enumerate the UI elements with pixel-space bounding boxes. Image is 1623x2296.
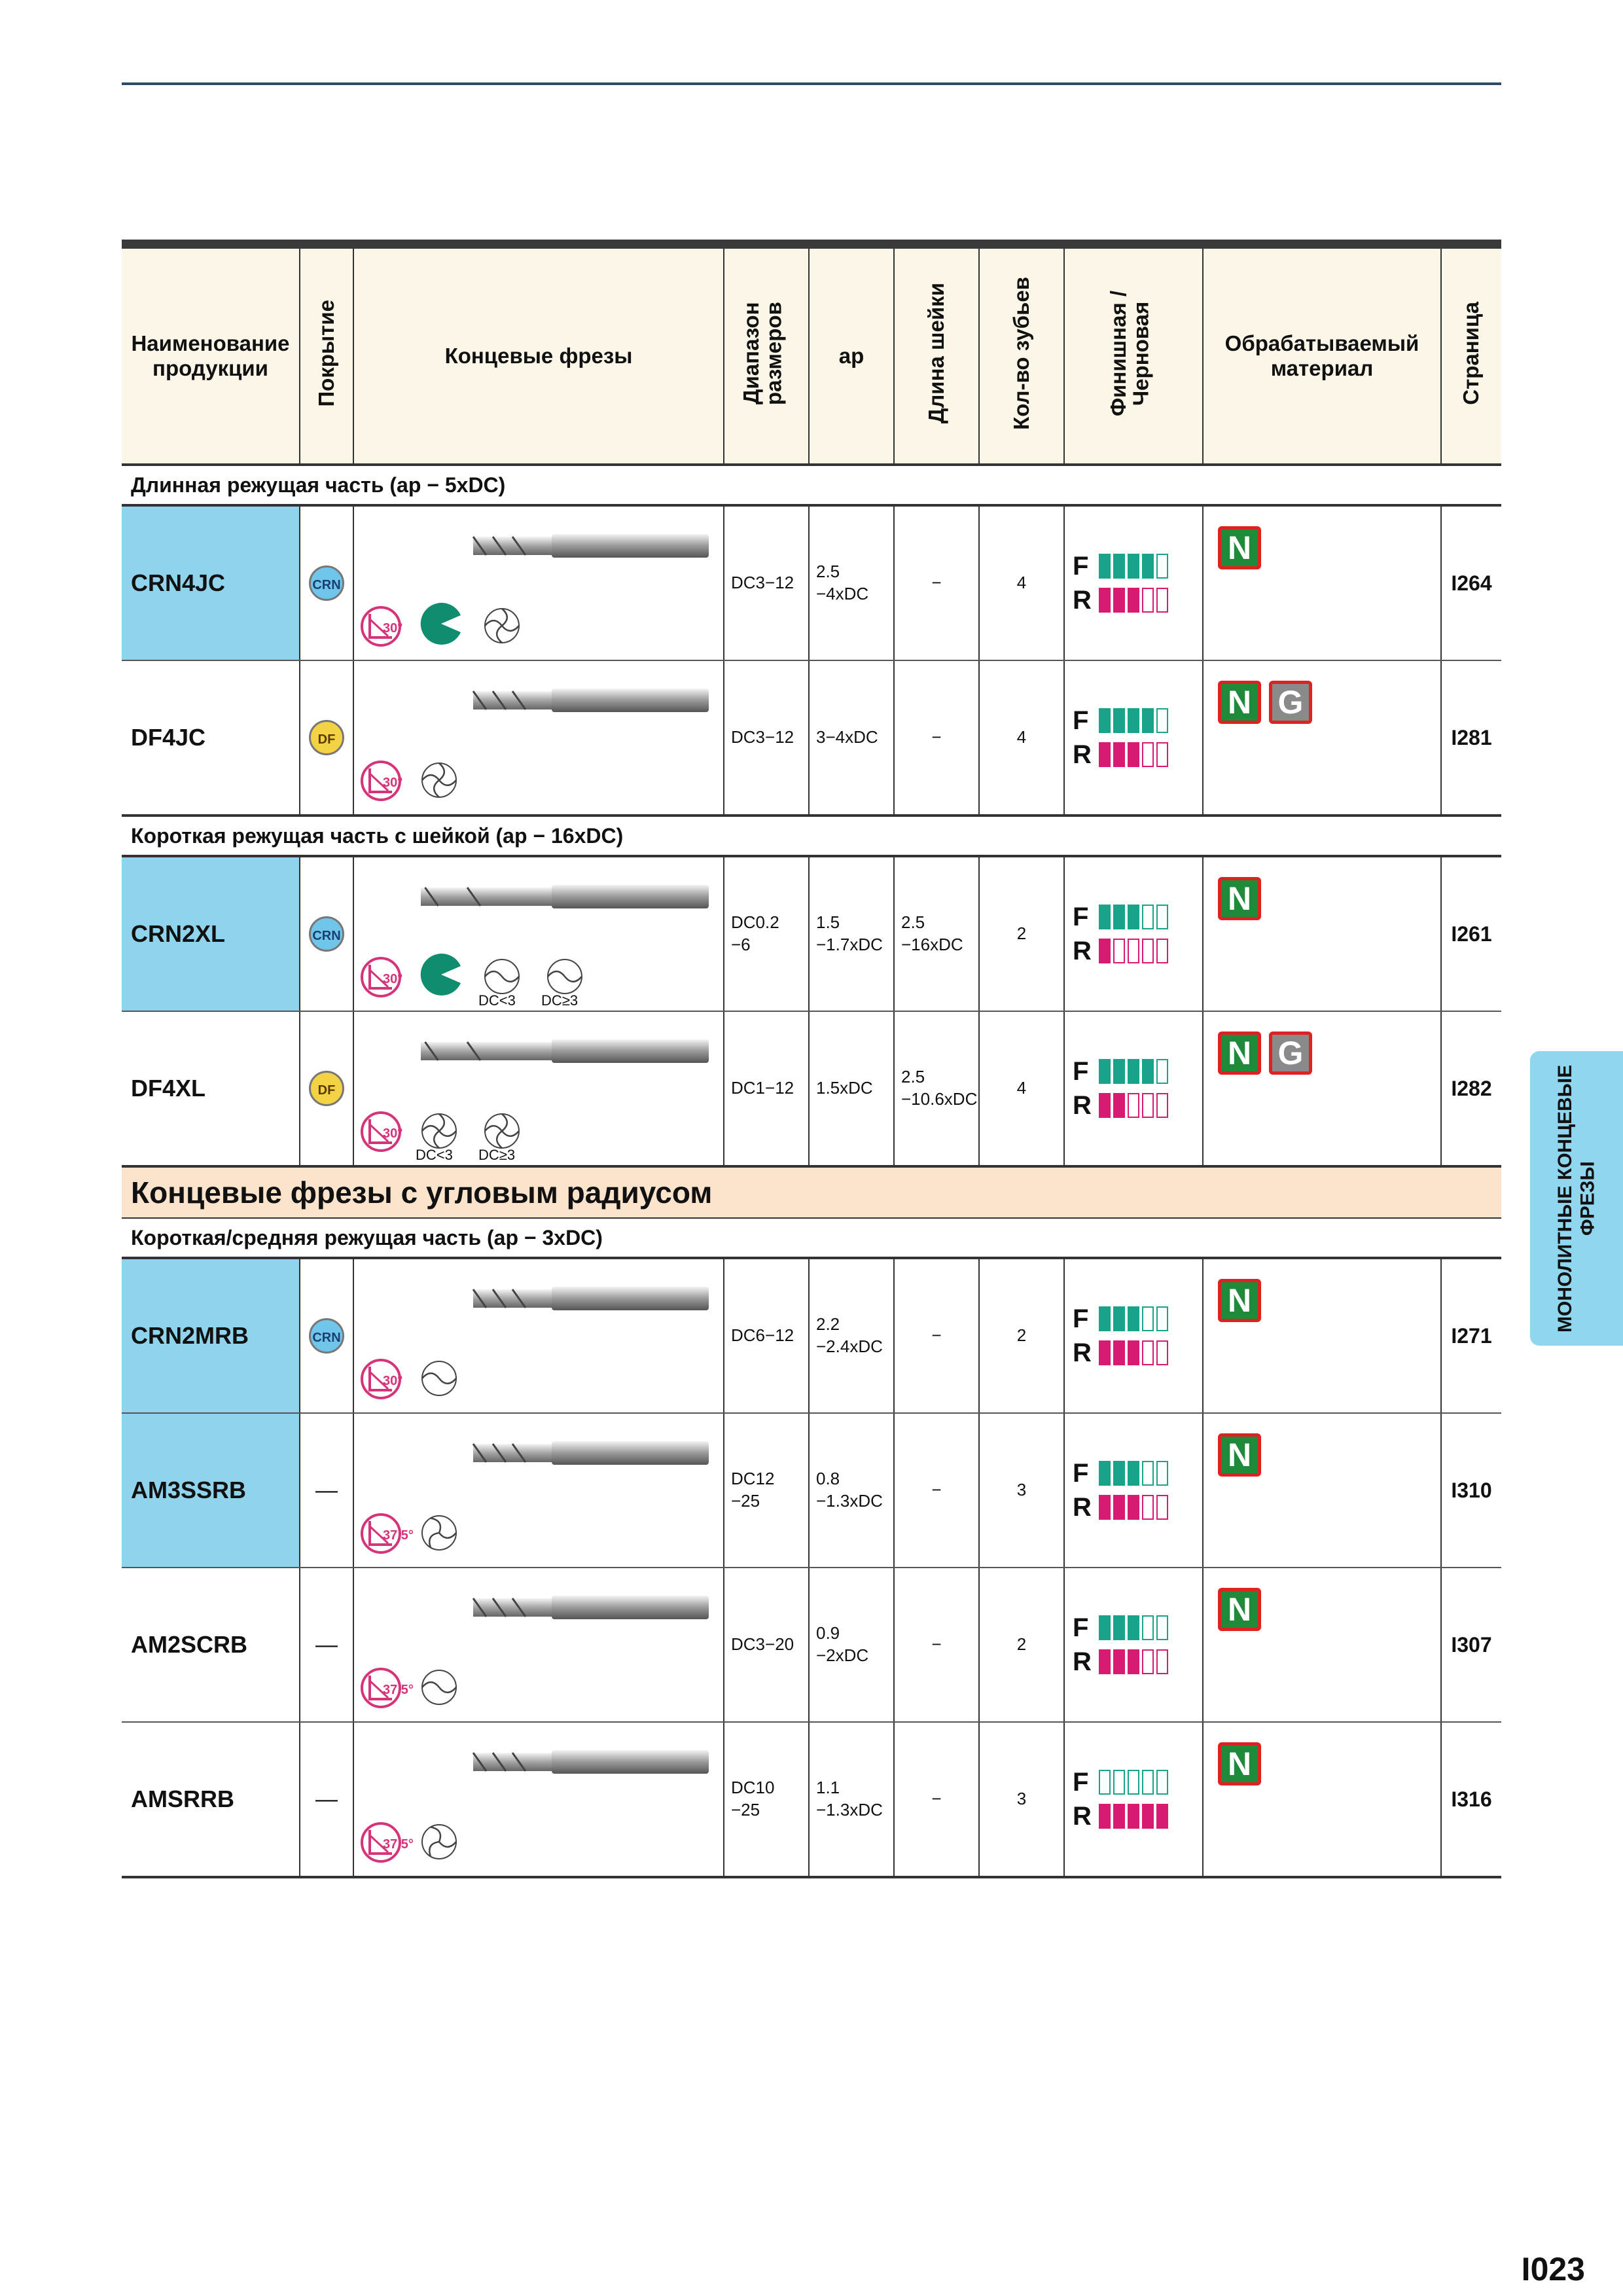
neck-length: −	[894, 1258, 979, 1413]
neck-length: −	[894, 505, 979, 660]
level-square	[1156, 588, 1168, 613]
material-cell	[1203, 1413, 1441, 1568]
header-teeth: Кол-во зубьев	[979, 249, 1064, 465]
coating-crn-badge: CRN	[309, 1318, 344, 1354]
level-square	[1113, 588, 1125, 613]
section-short-neck	[122, 816, 1501, 856]
level-square	[1142, 742, 1154, 767]
level-square	[1128, 905, 1139, 929]
helix-angle-label: 30°	[383, 1126, 403, 1141]
material-n-icon: N	[1218, 1433, 1261, 1477]
coating-cell	[300, 1413, 353, 1568]
level-square	[1128, 708, 1139, 733]
level-square	[1099, 742, 1111, 767]
level-square	[1099, 1615, 1111, 1640]
level-square	[1128, 1340, 1139, 1365]
level-square	[1099, 1461, 1111, 1486]
tool-image	[421, 1031, 709, 1071]
level-square	[1156, 1615, 1168, 1640]
header-material: Обрабатываемый материал	[1203, 249, 1441, 465]
tool-cell	[353, 1568, 724, 1722]
teeth-count: 2	[979, 1258, 1064, 1413]
section-long-cut	[122, 465, 1501, 505]
level-square	[1099, 1649, 1111, 1674]
level-square	[1113, 1059, 1125, 1084]
material-n-icon: N	[1218, 1742, 1261, 1785]
tool-cell	[353, 856, 724, 1011]
size-range: DC3−12	[724, 660, 809, 816]
page-link[interactable]: I316	[1441, 1722, 1501, 1877]
level-square	[1128, 1615, 1139, 1640]
level-square	[1099, 1306, 1111, 1331]
teeth-count: 2	[979, 856, 1064, 1011]
material-cell	[1203, 856, 1441, 1011]
finish-rough-cell	[1064, 1722, 1203, 1877]
tool-cell	[353, 1413, 724, 1568]
helix-angle-label: 30°	[383, 972, 403, 986]
material-cell	[1203, 1011, 1441, 1166]
level-square	[1113, 905, 1125, 929]
tool-image	[421, 681, 709, 720]
level-square	[1142, 939, 1154, 963]
page-link[interactable]: I282	[1441, 1011, 1501, 1166]
header-size-range: Диапазон размеров	[724, 249, 809, 465]
coolant-icon	[419, 602, 463, 645]
teeth-count: 3	[979, 1413, 1064, 1568]
product-name[interactable]: CRN2XL	[122, 856, 300, 1011]
ap-value: 0.8 −1.3xDC	[809, 1413, 894, 1568]
level-square	[1128, 1306, 1139, 1331]
helix-angle-label: 37.5°	[383, 1528, 414, 1543]
ap-value: 3−4xDC	[809, 660, 894, 816]
fr-letter: R	[1073, 1801, 1092, 1831]
flute-caption: DC<3	[416, 1147, 453, 1163]
material-cell	[1203, 1722, 1441, 1877]
level-square	[1156, 554, 1168, 579]
teeth-count: 3	[979, 1722, 1064, 1877]
level-square	[1156, 742, 1168, 767]
ap-value: 2.2 −2.4xDC	[809, 1258, 894, 1413]
page-link[interactable]: I281	[1441, 660, 1501, 816]
level-square	[1113, 742, 1125, 767]
level-square	[1142, 1340, 1154, 1365]
size-range: DC10 −25	[724, 1722, 809, 1877]
level-square	[1142, 1461, 1154, 1486]
coating-cell	[300, 1722, 353, 1877]
header-neck-length: Длина шейки	[894, 249, 979, 465]
coating-df-badge: DF	[309, 1071, 344, 1106]
tool-cell	[353, 505, 724, 660]
top-rule	[122, 82, 1501, 85]
neck-length: −	[894, 1413, 979, 1568]
f-level	[1073, 1611, 1202, 1645]
material-n-icon: N	[1218, 877, 1261, 920]
level-square	[1156, 1770, 1168, 1795]
teeth-count: 2	[979, 1568, 1064, 1722]
tool-image	[421, 1742, 709, 1782]
fr-letter: F	[1073, 551, 1089, 581]
fr-letter: R	[1073, 1647, 1092, 1676]
flute-section-icon	[419, 1513, 459, 1552]
size-range: DC12 −25	[724, 1413, 809, 1568]
level-square	[1142, 1306, 1154, 1331]
level-square	[1113, 1461, 1125, 1486]
section-title: Короткая режущая часть с шейкой (ap − 16xDC)	[122, 816, 1501, 856]
page-link[interactable]: I310	[1441, 1413, 1501, 1568]
coolant-icon	[419, 953, 463, 996]
flute-section-icon	[482, 1111, 522, 1151]
level-square	[1113, 1340, 1125, 1365]
table-row	[122, 1258, 1501, 1413]
level-square	[1156, 708, 1168, 733]
level-square	[1099, 905, 1111, 929]
material-cell	[1203, 1258, 1441, 1413]
flute-caption: DC≥3	[541, 992, 579, 1009]
material-n-icon: N	[1218, 1279, 1261, 1322]
coating-none: —	[315, 1786, 338, 1812]
f-level	[1073, 704, 1202, 738]
tool-cell	[353, 660, 724, 816]
teeth-count: 4	[979, 505, 1064, 660]
level-square	[1128, 554, 1139, 579]
level-square	[1113, 1093, 1125, 1118]
flute-section-icon	[419, 761, 459, 800]
fr-letter: F	[1073, 706, 1089, 735]
table-row	[122, 660, 1501, 816]
level-square	[1113, 554, 1125, 579]
helix-angle-label: 37.5°	[383, 1683, 414, 1697]
table-row	[122, 1568, 1501, 1722]
level-square	[1142, 1495, 1154, 1520]
flute-caption: DC<3	[478, 992, 516, 1009]
level-square	[1099, 1495, 1111, 1520]
fr-letter: R	[1073, 1492, 1092, 1522]
finish-rough-cell	[1064, 1413, 1203, 1568]
page-link[interactable]: I271	[1441, 1258, 1501, 1413]
finish-rough-cell	[1064, 505, 1203, 660]
material-n-icon: N	[1218, 1588, 1261, 1631]
ap-value: 2.5 −4xDC	[809, 505, 894, 660]
r-level	[1073, 1336, 1202, 1370]
helix-angle-label: 37.5°	[383, 1837, 414, 1852]
level-square	[1142, 554, 1154, 579]
header-finish-rough: Финишная / Черновая	[1064, 249, 1203, 465]
finish-rough-cell	[1064, 660, 1203, 816]
table-top-border	[122, 240, 1501, 249]
coating-cell	[300, 1568, 353, 1722]
helix-angle-label: 30°	[383, 1374, 403, 1388]
level-square	[1142, 1649, 1154, 1674]
level-square	[1128, 1093, 1139, 1118]
r-level	[1073, 1490, 1202, 1524]
table-row	[122, 1011, 1501, 1166]
flute-caption: DC≥3	[478, 1147, 516, 1163]
ap-value: 1.5 −1.7xDC	[809, 856, 894, 1011]
product-name[interactable]: CRN4JC	[122, 505, 300, 660]
flute-section-icon	[482, 957, 522, 996]
material-cell	[1203, 505, 1441, 660]
tool-image	[421, 877, 709, 916]
level-square	[1099, 554, 1111, 579]
tool-cell	[353, 1258, 724, 1413]
table-header	[122, 249, 1501, 465]
level-square	[1156, 1461, 1168, 1486]
helix-angle-label: 30°	[383, 621, 403, 636]
level-square	[1099, 1059, 1111, 1084]
coating-crn-badge: CRN	[309, 565, 344, 601]
material-n-icon: N	[1218, 1031, 1261, 1075]
level-square	[1099, 1093, 1111, 1118]
tool-cell	[353, 1011, 724, 1166]
section-title: Концевые фрезы с угловым радиусом	[122, 1166, 1501, 1218]
header-ap: ap	[809, 249, 894, 465]
coating-df-badge: DF	[309, 720, 344, 755]
header-coating: Покрытие	[300, 249, 353, 465]
flute-section-icon	[419, 1822, 459, 1861]
fr-letter: R	[1073, 936, 1092, 965]
r-level	[1073, 1799, 1202, 1833]
level-square	[1099, 1804, 1111, 1829]
tool-image	[421, 1433, 709, 1473]
product-name[interactable]: DF4JC	[122, 660, 300, 816]
fr-letter: R	[1073, 1338, 1092, 1367]
fr-letter: F	[1073, 1304, 1089, 1333]
neck-length: −	[894, 660, 979, 816]
product-table	[122, 240, 1501, 1878]
finish-rough-cell	[1064, 1258, 1203, 1413]
level-square	[1128, 1495, 1139, 1520]
level-square	[1128, 588, 1139, 613]
f-level	[1073, 549, 1202, 583]
f-level	[1073, 1302, 1202, 1336]
section-short-medium	[122, 1218, 1501, 1258]
fr-letter: F	[1073, 902, 1089, 931]
product-name[interactable]: AMSRRB	[122, 1722, 300, 1877]
flute-section-icon	[482, 606, 522, 645]
flute-section-icon	[545, 957, 584, 996]
page-link[interactable]: I307	[1441, 1568, 1501, 1722]
tool-image	[421, 526, 709, 565]
ap-value: 1.1 −1.3xDC	[809, 1722, 894, 1877]
finish-rough-cell	[1064, 1568, 1203, 1722]
finish-rough-cell	[1064, 856, 1203, 1011]
helix-angle-label: 30°	[383, 776, 403, 790]
level-square	[1128, 742, 1139, 767]
r-level	[1073, 738, 1202, 772]
tool-cell	[353, 1722, 724, 1877]
product-name[interactable]: CRN2MRB	[122, 1258, 300, 1413]
material-cell	[1203, 1568, 1441, 1722]
section-title: Длинная режущая часть (ap − 5xDC)	[122, 465, 1501, 505]
level-square	[1156, 1649, 1168, 1674]
material-n-icon: N	[1218, 681, 1261, 724]
tool-image	[421, 1279, 709, 1318]
level-square	[1113, 939, 1125, 963]
level-square	[1156, 1340, 1168, 1365]
f-level	[1073, 1054, 1202, 1088]
fr-letter: F	[1073, 1767, 1089, 1797]
level-square	[1099, 1340, 1111, 1365]
finish-rough-cell	[1064, 1011, 1203, 1166]
header-page: Страница	[1441, 249, 1501, 465]
coating-cell	[300, 505, 353, 660]
header-product-name: Наименование продукции	[122, 249, 300, 465]
ap-value: 1.5xDC	[809, 1011, 894, 1166]
fr-letter: R	[1073, 1090, 1092, 1120]
level-square	[1142, 588, 1154, 613]
level-square	[1099, 1770, 1111, 1795]
material-cell	[1203, 660, 1441, 816]
coating-cell	[300, 1258, 353, 1413]
size-range: DC3−12	[724, 505, 809, 660]
r-level	[1073, 934, 1202, 968]
teeth-count: 4	[979, 1011, 1064, 1166]
level-square	[1142, 1059, 1154, 1084]
level-square	[1113, 1306, 1125, 1331]
level-square	[1128, 939, 1139, 963]
level-square	[1142, 905, 1154, 929]
f-level	[1073, 1765, 1202, 1799]
level-square	[1099, 588, 1111, 613]
level-square	[1113, 1495, 1125, 1520]
level-square	[1142, 1804, 1154, 1829]
teeth-count: 4	[979, 660, 1064, 816]
header-end-mills: Концевые фрезы	[353, 249, 724, 465]
table-row	[122, 505, 1501, 660]
level-square	[1142, 708, 1154, 733]
product-name[interactable]: DF4XL	[122, 1011, 300, 1166]
r-level	[1073, 1645, 1202, 1679]
f-level	[1073, 900, 1202, 934]
level-square	[1128, 1804, 1139, 1829]
material-n-icon: N	[1218, 526, 1261, 569]
level-square	[1156, 1306, 1168, 1331]
level-square	[1128, 1770, 1139, 1795]
level-square	[1099, 939, 1111, 963]
level-square	[1113, 708, 1125, 733]
size-range: DC3−20	[724, 1568, 809, 1722]
level-square	[1099, 708, 1111, 733]
level-square	[1156, 1093, 1168, 1118]
coating-crn-badge: CRN	[309, 916, 344, 952]
product-name[interactable]: AM2SCRB	[122, 1568, 300, 1722]
level-square	[1142, 1093, 1154, 1118]
coating-none: —	[315, 1477, 338, 1503]
table-row	[122, 856, 1501, 1011]
neck-length: −	[894, 1722, 979, 1877]
coating-cell	[300, 1011, 353, 1166]
material-g-icon: G	[1269, 681, 1312, 724]
size-range: DC1−12	[724, 1011, 809, 1166]
r-level	[1073, 583, 1202, 617]
f-level	[1073, 1456, 1202, 1490]
level-square	[1113, 1649, 1125, 1674]
neck-length: −	[894, 1568, 979, 1722]
level-square	[1142, 1615, 1154, 1640]
table-row	[122, 1722, 1501, 1877]
level-square	[1128, 1649, 1139, 1674]
material-g-icon: G	[1269, 1031, 1312, 1075]
level-square	[1128, 1059, 1139, 1084]
fr-letter: R	[1073, 585, 1092, 615]
flute-section-icon	[419, 1668, 459, 1707]
coating-none: —	[315, 1632, 338, 1657]
product-name[interactable]: AM3SSRB	[122, 1413, 300, 1568]
level-square	[1113, 1615, 1125, 1640]
neck-length: 2.5 −16xDC	[894, 856, 979, 1011]
page-link[interactable]: I261	[1441, 856, 1501, 1011]
page-number: I023	[1521, 2251, 1585, 2287]
tool-image	[421, 1588, 709, 1627]
coating-cell	[300, 660, 353, 816]
fr-letter: R	[1073, 740, 1092, 769]
neck-length: 2.5 −10.6xDC	[894, 1011, 979, 1166]
ap-value: 0.9 −2xDC	[809, 1568, 894, 1722]
level-square	[1128, 1461, 1139, 1486]
level-square	[1113, 1770, 1125, 1795]
size-range: DC6−12	[724, 1258, 809, 1413]
level-square	[1156, 1495, 1168, 1520]
size-range: DC0.2 −6	[724, 856, 809, 1011]
level-square	[1156, 905, 1168, 929]
fr-letter: F	[1073, 1613, 1089, 1642]
fr-letter: F	[1073, 1458, 1089, 1488]
level-square	[1156, 939, 1168, 963]
side-tab[interactable]: МОНОЛИТНЫЕ КОНЦЕВЫЕ ФРЕЗЫ	[1530, 1051, 1623, 1346]
flute-section-icon	[419, 1359, 459, 1398]
flute-section-icon	[419, 1111, 459, 1151]
level-square	[1142, 1770, 1154, 1795]
coating-cell	[300, 856, 353, 1011]
r-level	[1073, 1088, 1202, 1122]
level-square	[1113, 1804, 1125, 1829]
page-link[interactable]: I264	[1441, 505, 1501, 660]
level-square	[1156, 1804, 1168, 1829]
table-row	[122, 1413, 1501, 1568]
section-corner-radius	[122, 1166, 1501, 1218]
fr-letter: F	[1073, 1056, 1089, 1086]
section-title: Короткая/средняя режущая часть (ap − 3xDC)	[122, 1218, 1501, 1258]
level-square	[1156, 1059, 1168, 1084]
